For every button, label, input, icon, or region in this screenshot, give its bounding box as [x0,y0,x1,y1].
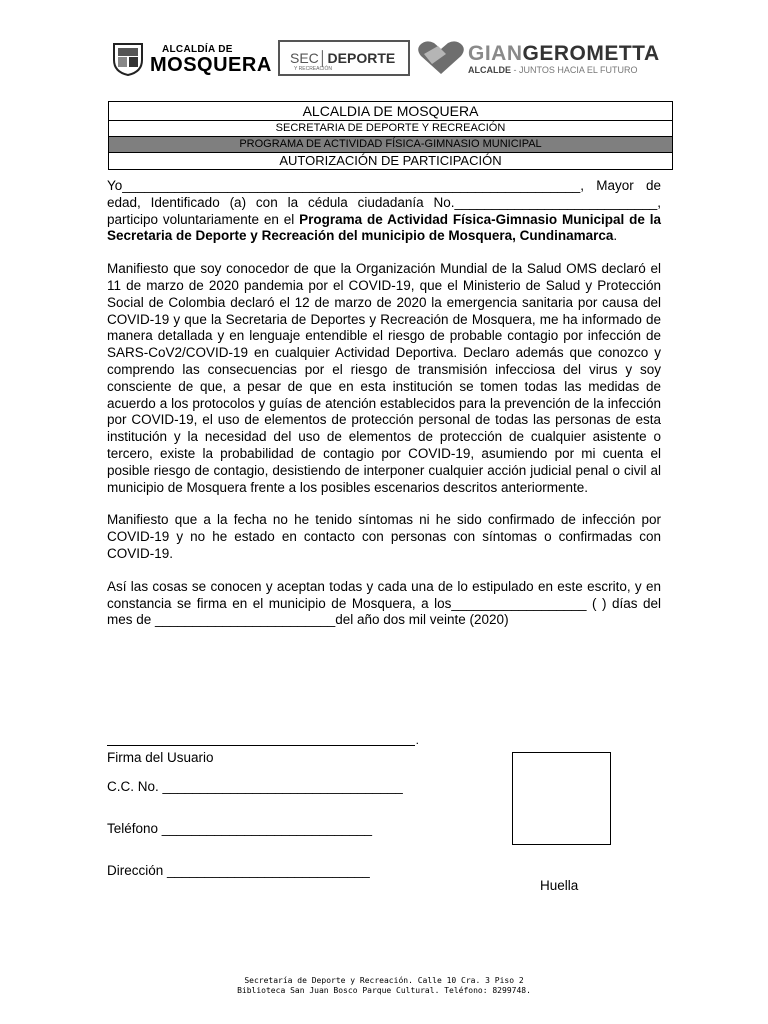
page-footer [0,976,768,996]
risk-paragraph: Manifiesto que soy conocedor de que la Organización Mundial de la Salud OMS declaró el 11 de marzo de 2020 pandemia por el COVID-19, que el Ministerio de Salud y Protección Social de Colombia declaró el 12 de marzo de 2020 la emergencia sanitaria por causa del COVID-19 y que la Secretaria de Deportes y Recreación de Mosquera, me ha informado de manera detallada y en lenguaje entendible el riesgo de probable contagio por infección de SARS-CoV2/COVID-19 en cualquier Actividad Deportiva. Declaro además que conozco y comprendo las consecuencias por el riesgo de transmisión infecciosa del virus y soy consciente de que, a pesar de que en esta institución se tomen todas las medidas de acuerdo a los protocolos y guías de atención establecidos para la prevención de la infección por COVID-19, el uso de elementos de protección personal de todas las personas de esta institución y la necesidad del uso de elementos de protección de cualquier asistente o tercero, existe la probabilidad de contagio por COVID-19, asumiendo por mi cuenta el posible riesgo de contagio, desistiendo de interponer cualquier acción judicial penal o civil al municipio de Mosquera frente a los posibles escenarios descritos anteriormente. [107,261,661,495]
header-secretariat: SECRETARIA DE DEPORTE Y RECREACIÓN [109,121,672,137]
signature-line: . [107,745,415,746]
program-name: Programa de Actividad Física-Gimnasio Municipal de la Secretaria de Deporte y Recreación del municipio de Mosquera, Cundinamarca [107,211,662,244]
intro-paragraph [107,178,661,245]
footer-address: Secretaría de Deporte y Recreación. Calle 10 Cra. 3 Piso 2 [244,976,524,985]
mayor-role: ALCALDE [468,65,511,75]
municipality-big-text: MOSQUERA [150,54,272,76]
fingerprint-label: Huella [540,878,579,893]
mayor-slogan: - JUNTOS HACIA EL FUTURO [511,65,638,75]
mayor-prefix: GIAN [468,42,523,65]
document-header-table [108,101,673,170]
user-signature-label: Firma del Usuario [107,750,214,765]
header-title: ALCALDIA DE MOSQUERA [109,102,672,121]
heart-icon [416,40,466,76]
symptoms-paragraph: Manifiesto que a la fecha no he tenido síntomas ni he sido confirmado de infección por COVID-19 y no he estado en contacto con personas con síntomas o confirmadas con COVID-19. [107,512,661,561]
phone-field: Teléfono ____________________________ [107,821,373,836]
footer-contact: Biblioteca San Juan Bosco Parque Cultural. Teléfono: 8299748. [237,986,531,995]
sec-prefix: SEC [290,50,319,66]
sec-subtitle: Y RECREACIÓN [294,66,332,72]
coat-of-arms-icon [112,42,144,76]
alcaldia-mosquera-logo [110,40,270,78]
address-field: Dirección ___________________________ [107,863,370,878]
gian-gerometta-logo [416,38,671,80]
sec-name: DEPORTE [327,50,396,66]
acceptance-paragraph: Así las cosas se conocen y aceptan todas y cada una de lo estipulado en este escrito, y en constancia se firma en el municipio de Mosquera, a los__________________ ( ) días del mes de ________________________del año dos mil veinte (2020) [107,578,661,628]
document-body [107,178,661,629]
mayor-suffix: GEROMETTA [522,42,660,65]
sec-deporte-logo: SEC│DEPORTE Y RECREACIÓN [278,40,410,76]
header-logos [110,38,670,80]
header-program: PROGRAMA DE ACTIVIDAD FÍSICA-GIMNASIO MUNICIPAL [109,137,672,153]
header-document-title: AUTORIZACIÓN DE PARTICIPACIÓN [279,153,502,168]
fingerprint-box [512,752,611,845]
intro-end: . [613,228,618,244]
intro-text: Yo_____________________________________________________________, Mayor de edad, Identificado (a) con la cédula ciudadanía No.___________________________, participo voluntariamente en el [107,178,661,227]
municipality-small-text: ALCALDÍA DE [162,44,233,55]
cc-field: C.C. No. ________________________________ [107,779,403,794]
